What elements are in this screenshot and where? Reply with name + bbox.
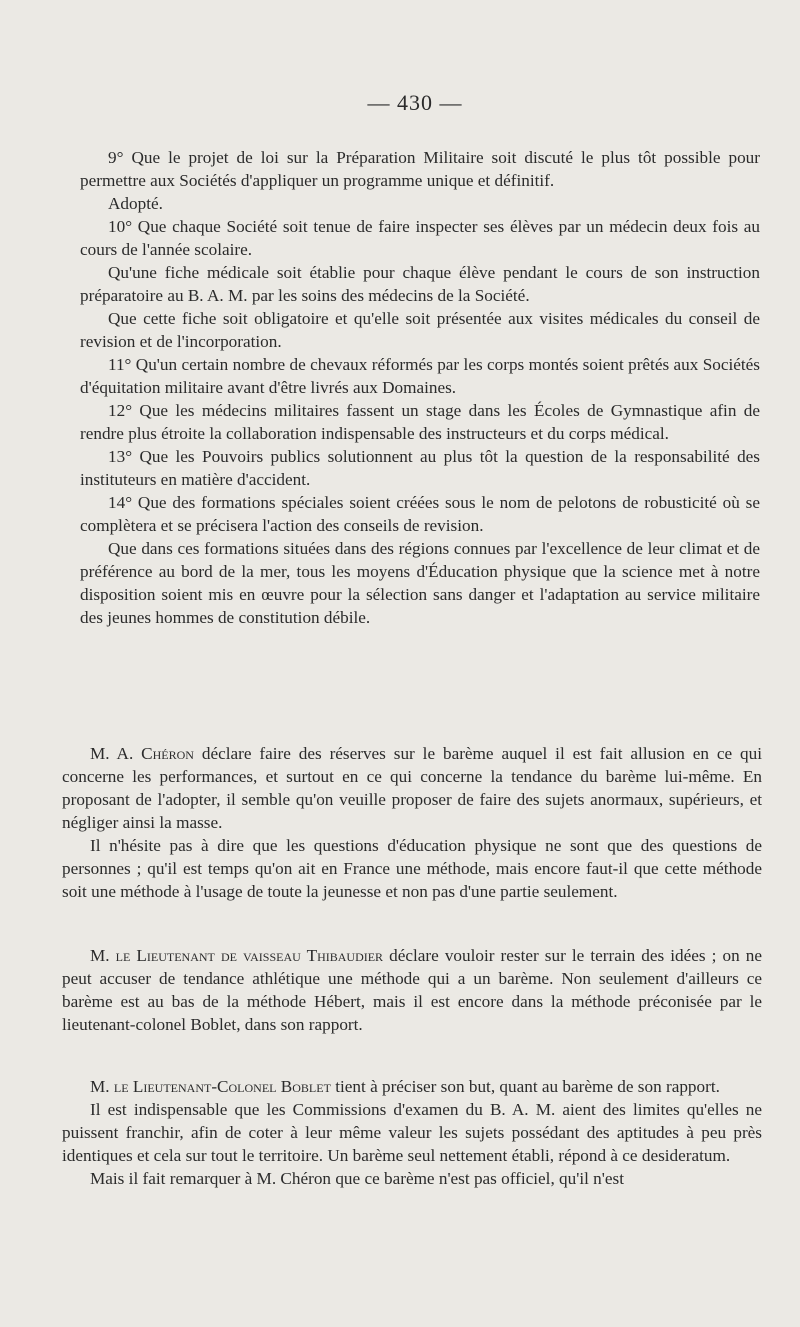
boblet-statement — [62, 1075, 762, 1190]
thibaudier-paragraph-1 — [62, 944, 762, 1036]
boblet-paragraph-1 — [62, 1075, 762, 1098]
cheron-paragraph-2: Il n'hésite pas à dire que les questions d'éducation physique ne sont que des questions de personnes ; qu'il est temps qu'on ait en France une méthode, mais encore faut-il que cette méthode soit une méthode à l'usage de toute la jeunesse et non pas d'une partie seulement. — [62, 836, 762, 901]
thibaudier-text-1: déclare vouloir rester sur le terrain des idées ; on ne peut accuser de tendance athlétique une méthode qui a un barème. Non seulement d'ailleurs ce barème est au bas de la méthode Hébert, mais il est encore dans la méthode préconisée par le lieutenant-colonel Boblet, dans son rapport. — [62, 946, 762, 1034]
resolution-11: 11° Qu'un certain nombre de chevaux réformés par les corps montés soient prêtés aux Sociétés d'équitation militaire avant d'être livrés aux Domaines. — [80, 355, 760, 397]
boblet-text-1: tient à préciser son but, quant au barème de son rapport. — [335, 1077, 720, 1096]
resolution-10-obligatoire: Que cette fiche soit obligatoire et qu'elle soit présentée aux visites médicales du conseil de revision et de l'incorporation. — [80, 309, 760, 351]
resolution-13: 13° Que les Pouvoirs publics solutionnent au plus tôt la question de la responsabilité des instituteurs en matière d'accident. — [80, 447, 760, 489]
boblet-paragraph-3: Mais il fait remarquer à M. Chéron que ce barème n'est pas officiel, qu'il n'est — [90, 1169, 624, 1188]
speaker-cheron: M. A. Chéron — [90, 744, 194, 763]
boblet-paragraph-2: Il est indispensable que les Commissions d'examen du B. A. M. aient des limites qu'elles ne puissent franchir, afin de coter à leur même valeur les sujets possédant des aptitudes à peu près identiques et cela sur tout le territoire. Un barème seul nettement établi, répond à ce desideratum. — [62, 1100, 762, 1165]
thibaudier-statement — [62, 944, 762, 1036]
speaker-boblet: M. le Lieutenant-Colonel Boblet — [90, 1077, 331, 1096]
page-number: — 430 — — [367, 90, 463, 115]
speaker-thibaudier: M. le Lieutenant de vaisseau Thibaudier — [90, 946, 384, 965]
cheron-paragraph-1 — [62, 742, 762, 834]
cheron-text-1: déclare faire des réserves sur le barème auquel il est fait allusion en ce qui concerne les performances, et surtout en ce qui concerne la tendance du barème lui-même. En proposant de l'adopter, il semble qu'on veuille proposer de faire des sujets anormaux, supérieurs, et négliger ainsi la masse. — [62, 744, 763, 832]
resolution-10: 10° Que chaque Société soit tenue de faire inspecter ses élèves par un médecin deux fois au cours de l'année scolaire. — [80, 217, 760, 259]
resolution-9: 9° Que le projet de loi sur la Préparation Militaire soit discuté le plus tôt possible pour permettre aux Sociétés d'appliquer un programme unique et définitif. — [80, 148, 760, 190]
resolution-14: 14° Que des formations spéciales soient créées sous le nom de pelotons de robusticité où se complètera et se précisera l'action des conseils de revision. — [80, 493, 760, 535]
resolution-10-fiche: Qu'une fiche médicale soit établie pour chaque élève pendant le cours de son instruction préparatoire au B. A. M. par les soins des médecins de la Société. — [80, 263, 760, 305]
resolutions-section — [80, 146, 760, 629]
resolution-12: 12° Que les médecins militaires fassent un stage dans les Écoles de Gymnastique afin de rendre plus étroite la collaboration indispensable des instructeurs et du corps médical. — [80, 401, 760, 443]
cheron-statement — [62, 742, 762, 903]
resolution-14-formations: Que dans ces formations situées dans des régions connues par l'excellence de leur climat et de préférence au bord de la mer, tous les moyens d'Éducation physique que la science met à notre disposition soient mis en œuvre pour la sélection sans danger et l'adaptation au service militaire des jeunes hommes de constitution débile. — [80, 539, 760, 627]
adopted-note: Adopté. — [108, 194, 163, 213]
